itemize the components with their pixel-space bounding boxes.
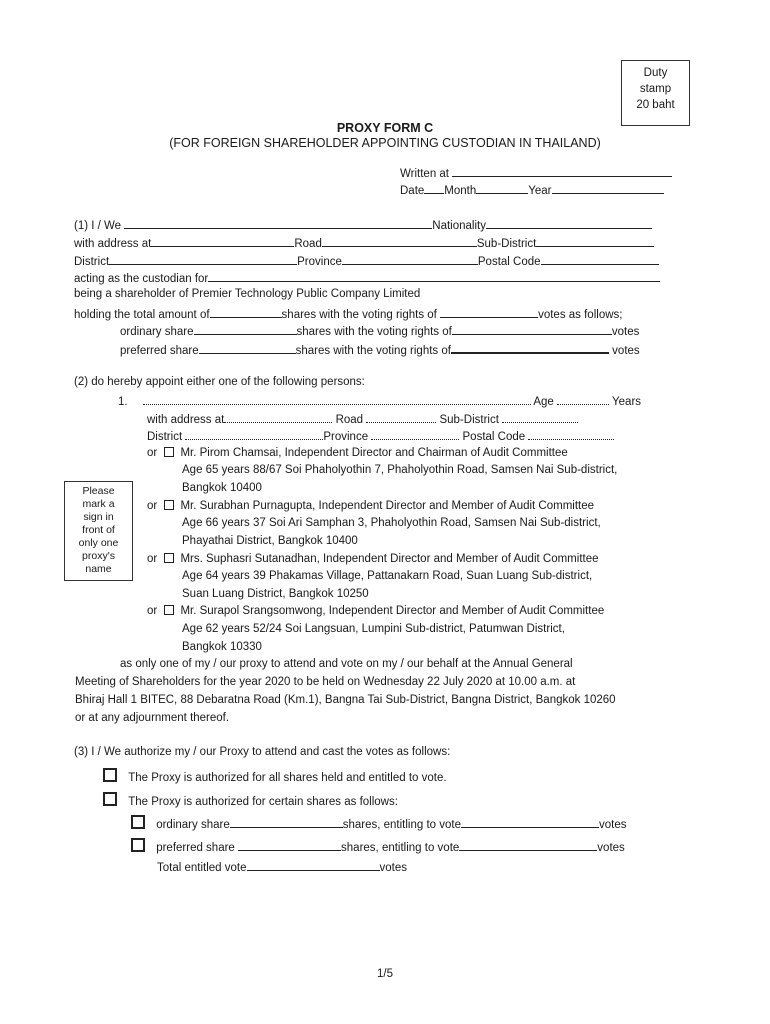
preferred-checkbox[interactable] bbox=[131, 838, 145, 852]
total-shares-field[interactable] bbox=[210, 306, 282, 318]
proxy-name-field[interactable] bbox=[143, 394, 531, 405]
road-field[interactable] bbox=[322, 235, 477, 247]
note-line: sign in bbox=[83, 511, 114, 523]
custodian-row bbox=[74, 270, 660, 285]
shareholder-text: being a shareholder of Premier Technology Public Company Limited bbox=[74, 288, 421, 300]
total-votes-field[interactable] bbox=[440, 306, 538, 318]
holding-row bbox=[74, 306, 622, 321]
item-number: 1. bbox=[118, 396, 128, 408]
option-all-shares bbox=[103, 768, 447, 784]
votes-label: votes bbox=[598, 819, 627, 831]
votes-label: votes bbox=[612, 345, 640, 357]
proxy-postal-code-field[interactable] bbox=[528, 429, 614, 440]
address-field[interactable] bbox=[151, 235, 294, 247]
preferred-shares-field[interactable] bbox=[238, 839, 341, 851]
month-label: Month bbox=[444, 185, 477, 197]
road-label: Road bbox=[294, 238, 322, 250]
proxy-district-field[interactable] bbox=[185, 429, 323, 440]
ordinary-shares-field[interactable] bbox=[194, 323, 297, 335]
proxy-road-field[interactable] bbox=[366, 412, 436, 423]
ordinary-label: ordinary share bbox=[120, 326, 194, 338]
option-certain-shares bbox=[103, 792, 398, 808]
written-at-label: Written at bbox=[400, 168, 449, 180]
proxy-option-4 bbox=[147, 605, 604, 617]
written-at-row bbox=[400, 165, 672, 180]
year-label: Year bbox=[528, 185, 552, 197]
shares-rights-label: shares with the voting rights of bbox=[295, 345, 451, 357]
proxy-district-row bbox=[147, 429, 614, 443]
ordinary-row bbox=[120, 323, 639, 338]
proxy-3-checkbox[interactable] bbox=[164, 553, 174, 563]
proxy-4-checkbox[interactable] bbox=[164, 605, 174, 615]
duty-stamp-box bbox=[621, 60, 690, 126]
preferred-votes-field[interactable] bbox=[451, 341, 609, 354]
ordinary-shares-field[interactable] bbox=[230, 816, 343, 828]
month-field[interactable] bbox=[476, 182, 528, 194]
proxy-purpose-line4: or at any adjournment thereof. bbox=[75, 712, 230, 724]
votes-label: votes bbox=[611, 326, 640, 338]
preferred-vote-row bbox=[131, 838, 625, 854]
address-label: with address at bbox=[74, 238, 152, 250]
proxy-option-3 bbox=[147, 553, 599, 565]
proxy-purpose-line3: Bhiraj Hall 1 BITEC, 88 Debaratna Road (Km.1), Bangna Tai Sub-District, Bangna District, Bangkok 10260 bbox=[75, 694, 616, 706]
proxy-sub-district-field[interactable] bbox=[502, 412, 578, 423]
name-field[interactable] bbox=[124, 217, 432, 229]
years-label: Years bbox=[612, 396, 642, 408]
or-label: or bbox=[147, 447, 158, 459]
i-we-row bbox=[74, 217, 652, 232]
total-vote-row bbox=[157, 859, 407, 874]
district-row bbox=[74, 253, 659, 268]
ordinary-label: ordinary share bbox=[156, 819, 230, 831]
ordinary-votes-field[interactable] bbox=[452, 323, 612, 335]
or-label: or bbox=[147, 500, 158, 512]
province-label: Province bbox=[297, 256, 342, 268]
sub-district-label: Sub-District bbox=[439, 414, 499, 426]
proxy-2-city: Phayathai District, Bangkok 10400 bbox=[182, 535, 358, 547]
age-field[interactable] bbox=[557, 394, 609, 405]
sub-district-field[interactable] bbox=[536, 235, 654, 247]
holding-label: holding the total amount of bbox=[74, 309, 210, 321]
option-all-label: The Proxy is authorized for all shares held and entitled to vote. bbox=[128, 772, 447, 784]
proxy-option-2 bbox=[147, 500, 594, 512]
note-line: only one bbox=[78, 537, 119, 549]
shares-entitling-label: shares, entitling to vote bbox=[341, 842, 460, 854]
sub-district-label: Sub-District bbox=[476, 238, 537, 250]
proxy-4-city: Bangkok 10330 bbox=[182, 641, 262, 653]
stamp-line: stamp bbox=[639, 83, 672, 95]
page-number: 1/5 bbox=[377, 968, 393, 980]
district-label: District bbox=[147, 431, 183, 443]
proxy-3-city: Suan Luang District, Bangkok 10250 bbox=[182, 588, 369, 600]
custodian-label: acting as the custodian for bbox=[74, 273, 209, 285]
proxy-province-field[interactable] bbox=[371, 429, 459, 440]
note-line: front of bbox=[82, 524, 115, 536]
district-label: District bbox=[74, 256, 110, 268]
postal-code-field[interactable] bbox=[541, 253, 659, 265]
total-votes-label: votes bbox=[379, 862, 408, 874]
appoint-intro: (2) do hereby appoint either one of the following persons: bbox=[74, 376, 365, 388]
form-subtitle: (FOR FOREIGN SHAREHOLDER APPOINTING CUSTODIAN IN THAILAND) bbox=[169, 136, 601, 150]
shares-rights-label: shares with the voting rights of bbox=[296, 326, 452, 338]
nationality-label: Nationality bbox=[432, 220, 486, 232]
all-shares-checkbox[interactable] bbox=[103, 768, 117, 782]
stamp-line: 20 baht bbox=[636, 99, 675, 111]
ordinary-vote-row bbox=[131, 815, 626, 831]
proxy-3-address: Age 64 years 39 Phakamas Village, Pattanakarn Road, Suan Luang Sub-district, bbox=[182, 570, 593, 582]
proxy-2-address: Age 66 years 37 Soi Ari Samphan 3, Phaholyothin Road, Samsen Nai Sub-district, bbox=[182, 517, 601, 529]
proxy-option-1 bbox=[147, 447, 568, 459]
year-field[interactable] bbox=[552, 182, 664, 194]
proxy-1-row bbox=[118, 394, 641, 408]
authorize-intro: (3) I / We authorize my / our Proxy to attend and cast the votes as follows: bbox=[74, 746, 451, 758]
age-label: Age bbox=[533, 396, 554, 408]
date-field[interactable] bbox=[424, 182, 444, 194]
or-label: or bbox=[147, 605, 158, 617]
date-label: Date bbox=[400, 185, 425, 197]
proxy-address-field[interactable] bbox=[224, 412, 332, 423]
note-line: Please bbox=[82, 485, 115, 497]
shares-rights-label: shares with the voting rights of bbox=[281, 309, 437, 321]
proxy-4-name: Mr. Surapol Srangsomwong, Independent Director and Member of Audit Committee bbox=[180, 605, 605, 617]
custodian-field[interactable] bbox=[208, 270, 660, 282]
proxy-purpose-line2: Meeting of Shareholders for the year 2020 to be held on Wednesday 22 July 2020 at 10.00 a.m. at bbox=[75, 676, 576, 688]
proxy-1-name: Mr. Pirom Chamsai, Independent Director and Chairman of Audit Committee bbox=[180, 447, 568, 459]
preferred-votes-field[interactable] bbox=[459, 839, 597, 851]
proxy-4-address: Age 62 years 52/24 Soi Langsuan, Lumpini Sub-district, Patumwan District, bbox=[182, 623, 565, 635]
proxy-3-name: Mrs. Suphasri Sutanadhan, Independent Director and Member of Audit Committee bbox=[180, 553, 599, 565]
note-line: proxy's bbox=[82, 550, 115, 562]
nationality-field[interactable] bbox=[486, 217, 652, 229]
form-title: PROXY FORM C bbox=[336, 121, 434, 135]
note-line: name bbox=[85, 563, 112, 575]
written-at-field[interactable] bbox=[452, 165, 672, 177]
proxy-1-checkbox[interactable] bbox=[164, 447, 174, 457]
preferred-label: preferred share bbox=[120, 345, 199, 357]
province-label: Province bbox=[323, 431, 369, 443]
votes-follows-label: votes as follows; bbox=[538, 309, 623, 321]
proxy-address-row bbox=[147, 412, 578, 426]
i-we-label: (1) I / We bbox=[74, 220, 122, 232]
address-label: with address at bbox=[147, 414, 225, 426]
ordinary-checkbox[interactable] bbox=[131, 815, 145, 829]
or-label: or bbox=[147, 553, 158, 565]
shares-entitling-label: shares, entitling to vote bbox=[342, 819, 461, 831]
ordinary-votes-field[interactable] bbox=[461, 816, 599, 828]
preferred-shares-field[interactable] bbox=[199, 342, 296, 354]
note-line: mark a bbox=[82, 498, 115, 510]
proxy-2-name: Mr. Surabhan Purnagupta, Independent Director and Member of Audit Committee bbox=[180, 500, 595, 512]
province-field[interactable] bbox=[342, 253, 478, 265]
certain-shares-checkbox[interactable] bbox=[103, 792, 117, 806]
district-field[interactable] bbox=[109, 253, 297, 265]
road-label: Road bbox=[335, 414, 364, 426]
date-row bbox=[400, 182, 664, 197]
total-label: Total entitled vote bbox=[157, 862, 247, 874]
mark-instruction-box bbox=[64, 481, 133, 581]
total-votes-field[interactable] bbox=[247, 859, 380, 871]
votes-label: votes bbox=[597, 842, 625, 854]
proxy-1-address: Age 65 years 88/67 Soi Phaholyothin 7, Phaholyothin Road, Samsen Nai Sub-district, bbox=[182, 464, 618, 476]
proxy-2-checkbox[interactable] bbox=[164, 500, 174, 510]
stamp-line: Duty bbox=[643, 67, 668, 79]
address-row bbox=[74, 235, 654, 250]
option-certain-label: The Proxy is authorized for certain shares as follows: bbox=[128, 796, 398, 808]
preferred-row bbox=[120, 341, 640, 357]
preferred-label: preferred share bbox=[156, 842, 235, 854]
postal-code-label: Postal Code bbox=[462, 431, 526, 443]
postal-code-label: Postal Code bbox=[477, 256, 541, 268]
proxy-1-city: Bangkok 10400 bbox=[182, 482, 262, 494]
proxy-purpose-line1: as only one of my / our proxy to attend and vote on my / our behalf at the Annual General bbox=[120, 658, 573, 670]
